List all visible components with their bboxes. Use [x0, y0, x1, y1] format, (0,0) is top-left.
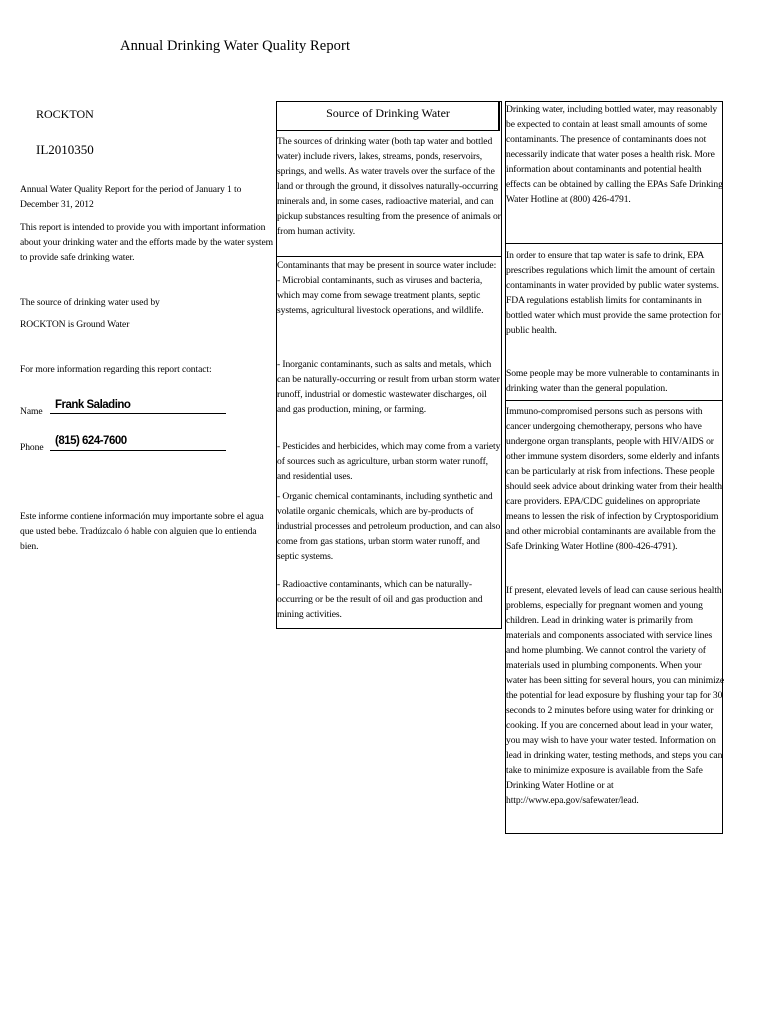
- system-id: IL2010350: [36, 142, 94, 157]
- immuno-compromised-paragraph: Immuno-compromised persons such as persons with cancer undergoing chemotherapy, persons who have undergone organ transplants, people with HIV/AIDS or other immune system disorders, some elderly and infants can be particularly at risk from infections. These people should seek advice about drinking water from their health care providers. EPA/CDC guidelines on appropriate means to lessen the risk of infection by Cryptosporidium and other microbial contaminants are available from the Safe Drinking Water Hotline (800-426-4791).: [506, 406, 722, 552]
- report-intent-text: This report is intended to provide you with important information about your drinking water and the efforts made by the water system to provide safe drinking water.: [20, 222, 273, 263]
- contact-name-field[interactable]: Frank Saladino: [55, 399, 131, 411]
- contact-phone-underline: [50, 450, 226, 451]
- source-water-intro-paragraph: The sources of drinking water (both tap water and bottled water) include rivers, lakes, streams, ponds, reservoirs, springs, and wells. As water travels over the surface of the land or through the ground, it dissolves naturally-occurring minerals and, in some cases, radioactive material, and can pickup substances resulting from the presence of animals or from human activity.: [277, 136, 501, 237]
- system-name: ROCKTON: [36, 107, 94, 121]
- contact-name-underline: [50, 413, 226, 414]
- report-period-text: Annual Water Quality Report for the period of January 1 to December 31, 2012: [20, 184, 242, 210]
- water-source-value: ROCKTON is Ground Water: [20, 319, 130, 330]
- source-water-heading: Source of Drinking Water: [326, 106, 450, 120]
- vulnerable-people-paragraph: Some people may be more vulnerable to contaminants in drinking water than the general population.: [506, 368, 720, 394]
- contact-phone-field[interactable]: (815) 624-7600: [55, 435, 127, 447]
- microbial-contaminants-paragraph: Contaminants that may be present in source water include: - Microbial contaminants, such as viruses and bacteria, which may come from sewage treatment plants, septic systems, agricultural livestock operations, and wildlife.: [277, 260, 497, 316]
- inorganic-contaminants-paragraph: - Inorganic contaminants, such as salts and metals, which can be naturally-occurring or result from urban storm water runoff, industrial or domestic wastewater discharges, oil and gas production, mining, or farming.: [277, 359, 500, 415]
- source-water-divider: [276, 256, 501, 257]
- health-info-divider-2: [505, 400, 722, 401]
- health-info-divider-1: [505, 243, 722, 244]
- contact-phone-label: Phone: [20, 442, 44, 453]
- radioactive-contaminants-paragraph: - Radioactive contaminants, which can be naturally-occurring or be the result of oil and gas production and mining activities.: [277, 579, 483, 620]
- spanish-notice-text: Este informe contiene información muy importante sobre el agua que usted bebe. Tradúzcalo ó hable con alguien que lo entienda bien.: [20, 511, 264, 552]
- epa-regulations-paragraph: In order to ensure that tap water is safe to drink, EPA prescribes regulations which limit the amount of certain contaminants in water provided by public water systems. FDA regulations establish limits for contaminants in bottled water which must provide the same protection for public health.: [506, 250, 721, 336]
- water-source-label: The source of drinking water used by: [20, 297, 160, 308]
- contact-info-text: For more information regarding this report contact:: [20, 364, 212, 375]
- pesticides-paragraph: - Pesticides and herbicides, which may come from a variety of sources such as agriculture, urban storm water runoff, and residential uses.: [277, 441, 501, 482]
- contact-name-label: Name: [20, 406, 43, 417]
- organic-contaminants-paragraph: - Organic chemical contaminants, including synthetic and volatile organic chemicals, which are by-products of industrial processes and petroleum production, and can also come from gas stations, urban storm water runoff, and septic systems.: [277, 491, 501, 562]
- report-title: Annual Drinking Water Quality Report: [120, 38, 351, 54]
- lead-information-paragraph: If present, elevated levels of lead can cause serious health problems, especially for pregnant women and young children. Lead in drinking water is primarily from materials and components associated with service lines and home plumbing. We cannot control the variety of materials used in plumbing components. When your water has been sitting for several hours, you can minimize the potential for lead exposure by flushing your tap for 30 seconds to 2 minutes before using water for drinking or cooking. If you are concerned about lead in your water, you may wish to have your water tested. Information on lead in drinking water, testing methods, and steps you can take to minimize exposure is available from the Safe Drinking Water Hotline or at http://www.epa.gov/safewater/lead.: [506, 585, 724, 806]
- bottled-water-paragraph: Drinking water, including bottled water, may reasonably be expected to contain at least small amounts of some contaminants. The presence of contaminants does not necessarily indicate that water poses a health risk. More information about contaminants and potential health effects can be obtained by calling the EPAs Safe Drinking Water Hotline at (800) 426-4791.: [506, 104, 723, 205]
